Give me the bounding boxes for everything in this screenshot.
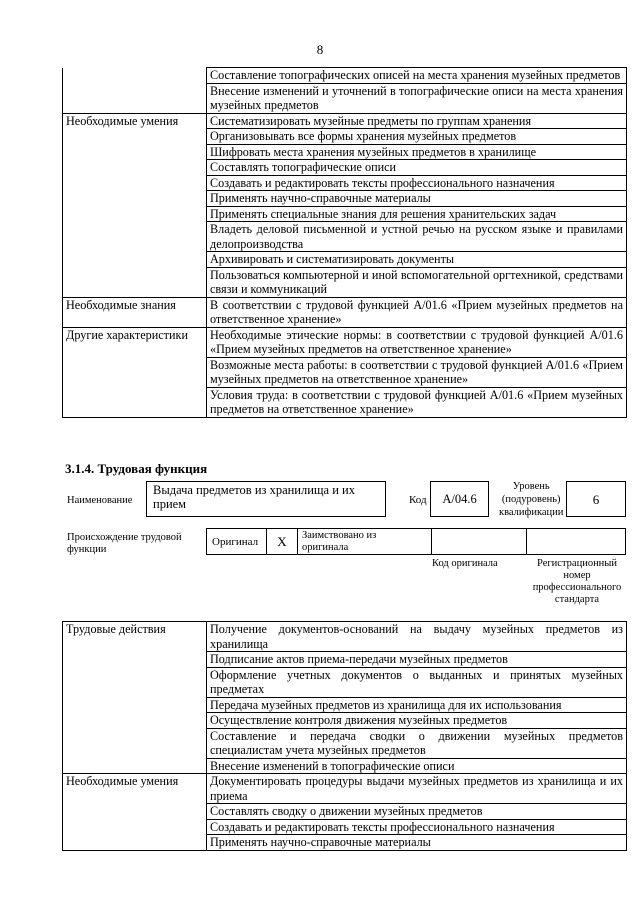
row-label (63, 175, 207, 191)
row-value: Внесение изменений в топографические описи (207, 758, 627, 774)
origin-row (206, 528, 626, 555)
row-label (63, 83, 207, 113)
qualification-level-box: 6 (566, 481, 626, 517)
row-label (63, 758, 207, 774)
row-value: Составлять сводку о движении музейных предметов (207, 804, 627, 820)
row-value: Шифровать места хранения музейных предметов в хранилище (207, 144, 627, 160)
row-value: Владеть деловой письменной и устной речью на русском языке и правилами делопроизводства (207, 222, 627, 252)
row-value: Систематизировать музейные предметы по группам хранения (207, 113, 627, 129)
row-label (63, 222, 207, 252)
row-label (63, 252, 207, 268)
code-label: Код (409, 494, 427, 506)
row-label (63, 804, 207, 820)
caption-line: профессионального (532, 582, 622, 593)
origin-label-line: Происхождение трудовой (67, 532, 182, 543)
row-value: Возможные места работы: в соответствии с трудовой функцией А/01.6 «Прием музейных предметов на ответственное хранение» (207, 357, 627, 387)
origin-mark-cell: X (267, 529, 298, 554)
row-value: Пользоваться компьютерной и иной вспомогательной оргтехникой, средствами связи и коммуникаций (207, 267, 627, 297)
row-value: Создавать и редактировать тексты профессионального назначения (207, 175, 627, 191)
row-label (63, 129, 207, 145)
level-label-line: квалификации (499, 507, 564, 518)
row-value: Применять специальные знания для решения хранительских задач (207, 206, 627, 222)
row-label (63, 357, 207, 387)
origin-borrowed-line: Заимствовано из (302, 530, 377, 541)
row-label (63, 68, 207, 84)
caption-code-original: Код оригинала (432, 558, 498, 569)
row-label (63, 144, 207, 160)
caption-line: стандарта (554, 594, 600, 605)
row-value: Передача музейных предметов из хранилища для их использования (207, 697, 627, 713)
row-value: Составлять топографические описи (207, 160, 627, 176)
row-value: Подписание актов приема-передачи музейных предметов (207, 652, 627, 668)
row-value: Необходимые этические нормы: в соответствии с трудовой функцией А/01.6 «Прием музейных предметов на ответственное хранение» (207, 327, 627, 357)
name-label: Наименование (67, 495, 133, 506)
origin-label (67, 532, 182, 556)
row-label (63, 667, 207, 697)
row-value: В соответствии с трудовой функцией А/01.6 «Прием музейных предметов на ответственное хранение» (207, 297, 627, 327)
row-label (63, 206, 207, 222)
row-value: Составление топографических описей на места хранения музейных предметов (207, 68, 627, 84)
row-label: Трудовые действия (63, 622, 207, 652)
origin-original-cell: Оригинал (207, 529, 267, 554)
origin-borrowed-cell (298, 529, 432, 554)
row-value: Применять научно-справочные материалы (207, 191, 627, 207)
row-value: Осуществление контроля движения музейных предметов (207, 713, 627, 729)
skills-table-top (62, 67, 627, 418)
row-label (63, 819, 207, 835)
row-value: Внесение изменений и уточнений в топографические описи на места хранения музейных предметов (207, 83, 627, 113)
level-label (499, 480, 563, 519)
row-value: Документировать процедуры выдачи музейных предметов из хранилища и их приема (207, 774, 627, 804)
row-label (63, 728, 207, 758)
row-label (63, 267, 207, 297)
section-heading: 3.1.4. Трудовая функция (65, 461, 208, 476)
row-label (63, 697, 207, 713)
page-number: 8 (316, 42, 324, 57)
row-label (63, 191, 207, 207)
row-value: Применять научно-справочные материалы (207, 835, 627, 851)
origin-borrowed-line: оригинала (302, 542, 349, 553)
labor-actions-table (62, 621, 627, 851)
row-value: Оформление учетных документов о выданных и принятых музейных предметах (207, 667, 627, 697)
level-label-line: (подуровень) (501, 494, 561, 505)
row-value: Получение документов-оснований на выдачу музейных предметов из хранилища (207, 622, 627, 652)
row-label (63, 652, 207, 668)
row-value: Создавать и редактировать тексты профессионального назначения (207, 819, 627, 835)
row-label: Необходимые знания (63, 297, 207, 327)
function-code-box: А/04.6 (430, 481, 489, 517)
caption-line: Регистрационный (537, 558, 617, 569)
row-label: Другие характеристики (63, 327, 207, 357)
row-value: Составление и передача сводки о движении музейных предметов специалистам учета музейных предметов (207, 728, 627, 758)
row-label (63, 160, 207, 176)
row-label (63, 387, 207, 417)
row-value: Архивировать и систематизировать документы (207, 252, 627, 268)
row-value: Организовывать все формы хранения музейных предметов (207, 129, 627, 145)
level-label-line: Уровень (512, 481, 550, 492)
row-label: Необходимые умения (63, 774, 207, 804)
row-label (63, 835, 207, 851)
caption-registration-number (527, 558, 627, 606)
row-label: Необходимые умения (63, 113, 207, 129)
row-label (63, 713, 207, 729)
caption-line: номер (563, 570, 591, 581)
row-value: Условия труда: в соответствии с трудовой функцией А/01.6 «Прием музейных предметов на ответственное хранение» (207, 387, 627, 417)
origin-label-line: функции (67, 544, 107, 555)
origin-code-cell (432, 529, 527, 554)
function-name-box: Выдача предметов из хранилища и их прием (146, 481, 386, 517)
